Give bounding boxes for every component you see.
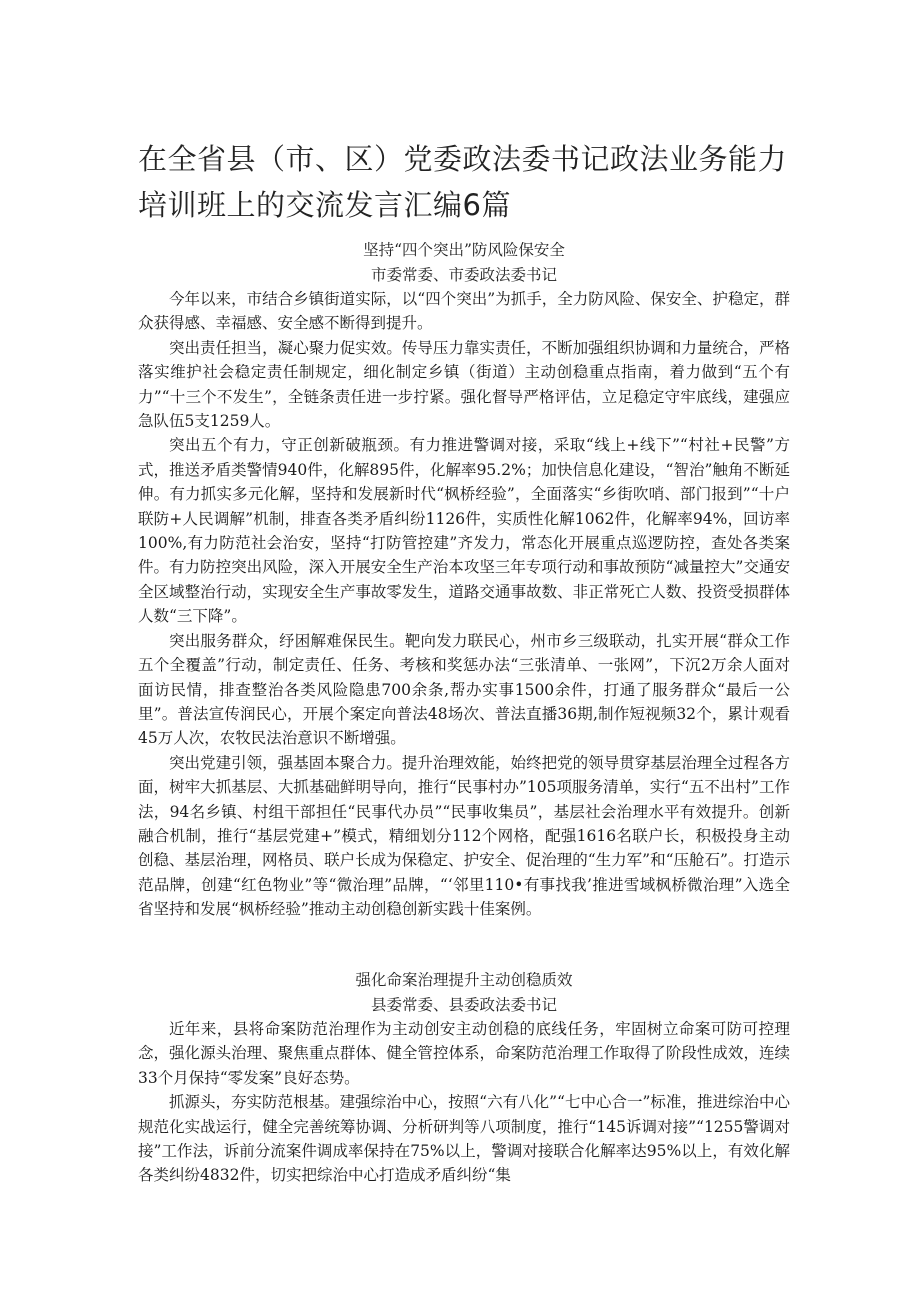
paragraph: 今年以来，市结合乡镇街道实际，以“四个突出”为抓手，全力防风险、保安全、护稳定，群众获得感、幸福感、安全感不断得到提升。	[138, 290, 790, 333]
document-title: 在全省县（市、区）党委政法委书记政法业务能力培训班上的交流发言汇编6篇	[138, 142, 788, 222]
section-title: 强化命案治理提升主动创稳质效	[355, 971, 573, 989]
paragraph: 抓源头，夯实防范根基。建强综治中心，按照“六有八化”“七中心合一”标准，推进综治中心规范化实战运行，健全完善统筹协调、分析研判等八项制度，推行“145诉调对接”“1255警调对接”工作法，诉前分流案件调成率保持在75%以上，警调对接联合化解率达95%以上，有效化解各类纠纷4832件，切实把综治中心打造成矛盾纠纷“集	[138, 1093, 790, 1185]
section-author: 市委常委、市委政法委书记	[370, 265, 557, 284]
paragraph: 近年来，县将命案防范治理作为主动创安主动创稳的底线任务，牢固树立命案可防可控理念，强化源头治理、聚焦重点群体、健全管控体系，命案防范治理工作取得了阶段性成效，连续33个月保持“零发案”良好态势。	[138, 1020, 790, 1087]
paragraph: 突出党建引领，强基固本聚合力。提升治理效能，始终把党的领导贯穿基层治理全过程各方面，树牢大抓基层、大抓基础鲜明导向，推行“民事村办”105项服务清单，实行“五不出村”工作法，94名乡镇、村组干部担任“民事代办员”“民事收集员”，基层社会治理水平有效提升。创新融合机制，推行“基层党建+”模式，精细划分112个网格，配强1616名联户长，积极投身主动创稳、基层治理，网格员、联户长成为保稳定、护安全、促治理的“生力军”和“压舱石”。打造示范品牌，创建“红色物业”等“微治理”品牌，“‘邻里110•有事找我’推进雪域枫桥微治理”入选全省坚持和发展“枫桥经验”推动主动创稳创新实践十佳案例。	[138, 753, 790, 919]
paragraph: 突出服务群众，纾困解难保民生。靶向发力联民心，州市乡三级联动，扎实开展“群众工作五个全覆盖”行动，制定责任、任务、考核和奖惩办法“三张清单、一张网”，下沉2万余人面对面访民情，排查整治各类风险隐患700余条,帮办实事1500余件，打通了服务群众“最后一公里”。普法宣传润民心，开展个案定向普法48场次、普法直播36期,制作短视频32个，累计观看45万人次，农牧民法治意识不断增强。	[138, 631, 790, 748]
speech-section-2	[138, 968, 790, 1188]
paragraph: 突出责任担当，凝心聚力促实效。传导压力靠实责任，不断加强组织协调和力量统合，严格落实维护社会稳定责任制规定，细化制定乡镇（街道）主动创稳重点指南，着力做到“五个有力”“十三个不发生”，全链条责任进一步拧紧。强化督导严格评估，立足稳定守牢底线，建强应急队伍5支1259人。	[138, 338, 790, 431]
speech-section-1	[138, 238, 790, 922]
section-author: 县委常委、县委政法委书记	[370, 995, 557, 1014]
section-title: 坚持“四个突出”防风险保安全	[363, 241, 565, 259]
paragraph: 突出五个有力，守正创新破瓶颈。有力推进警调对接，采取“线上+线下”“村社+民警”方式，推送矛盾类警情940件，化解895件，化解率95.2%；加快信息化建设，“智治”触角不断延伸。有力抓实多元化解，坚持和发展新时代“枫桥经验”，全面落实“乡街吹哨、部门报到”“十户联防+人民调解”机制，排查各类矛盾纠纷1126件，实质性化解1062件，化解率94%，回访率100%,有力防范社会治安，坚持“打防管控建”齐发力，常态化开展重点巡逻防控，查处各类案件。有力防控突出风险，深入开展安全生产治本攻坚三年专项行动和事故预防“减量控大”交通安全区域整治行动，实现安全生产事故零发生，道路交通事故数、非正常死亡人数、投资受损群体人数“三下降”。	[138, 436, 790, 626]
